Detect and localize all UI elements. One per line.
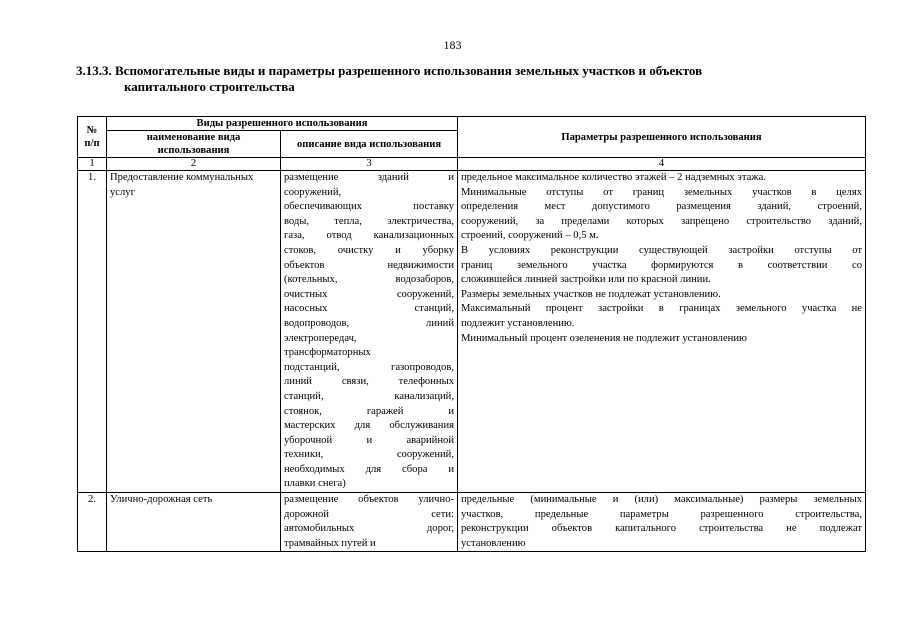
section-title [76, 63, 836, 95]
parameter-line: установлению [461, 537, 526, 549]
page-number: 183 [443, 38, 462, 52]
use-parameters [458, 171, 866, 493]
parameter-line: подлежит установлению. [461, 317, 575, 329]
header-params: Параметры разрешенного использования [458, 117, 866, 158]
description-line: газа, отвод канализационных [284, 230, 454, 242]
parameter-line: сложившейся линией застройки или по красной линии. [461, 274, 711, 286]
description-line: обеспечивающих поставку [284, 201, 454, 213]
description-line: трансформаторных [284, 347, 371, 359]
description-line: сооружений, [284, 186, 342, 198]
parameter-line: В условиях реконструкции существующей застройки отступы от [461, 244, 862, 256]
header-desc: описание вида использования [281, 131, 458, 158]
description-line: (котельных, водозаборов, [284, 274, 454, 286]
table-row [78, 493, 866, 552]
description-line: водопроводов, линий [284, 317, 454, 329]
table-row [78, 171, 866, 493]
header-name: наименование вида использования [107, 131, 281, 158]
description-line: автомобильных дорог, [284, 523, 454, 535]
column-number: 2 [107, 158, 281, 171]
row-number: 2. [78, 493, 107, 552]
description-line: объектов недвижимости [284, 259, 454, 271]
parameter-line: реконструкции объектов капитального строительства не подлежат [461, 523, 862, 535]
column-number: 4 [458, 158, 866, 171]
description-line: трамвайных путей и [284, 537, 376, 549]
description-line: размещение зданий и [284, 172, 454, 183]
description-line: линий связи, телефонных [284, 376, 454, 388]
column-number: 1 [78, 158, 107, 171]
description-line: плавки снега) [284, 478, 346, 490]
header-group: Виды разрешенного использования [107, 117, 458, 131]
parameter-line: предельное максимальное количество этажей – 2 надземных этажа. [461, 172, 766, 183]
use-description [281, 171, 458, 493]
row-number: 1. [78, 171, 107, 493]
description-line: дорожной сети: [284, 508, 454, 520]
permitted-use-table [77, 116, 866, 552]
parameter-line: участков, предельные параметры разрешенного строительства, [461, 508, 862, 520]
use-description [281, 493, 458, 552]
parameter-line: Минимальные отступы от границ земельных участков в целях [461, 186, 862, 198]
parameter-line: Размеры земельных участков не подлежат установлению. [461, 288, 721, 300]
parameter-line: сооружений, за пределами которых запрещено строительство зданий, [461, 215, 862, 227]
section-title-line1: 3.13.3. Вспомогательные виды и параметры разрешенного использования земельных участков и объектов [76, 63, 703, 78]
parameter-line: определения мест допустимого размещения зданий, строений, [461, 201, 862, 213]
description-line: очистных сооружений, [284, 288, 454, 300]
use-name: Предоставление коммунальных услуг [107, 171, 281, 493]
description-line: станций, канализаций, [284, 390, 454, 402]
description-line: насосных станций, [284, 303, 454, 315]
header-num: № п/п [78, 117, 107, 158]
column-number: 3 [281, 158, 458, 171]
parameter-line: строений, сооружений – 0,5 м. [461, 230, 599, 242]
parameter-line: границ земельного участка формируются в соответствии со [461, 259, 862, 271]
description-line: уборочной и аварийной [284, 434, 454, 446]
use-parameters [458, 493, 866, 552]
description-line: размещение объектов улично- [284, 494, 454, 506]
description-line: стоянок, гаражей и [284, 405, 454, 417]
section-title-line2: капитального строительства [124, 79, 295, 94]
description-line: мастерских для обслуживания [284, 420, 454, 432]
description-line: подстанций, газопроводов, [284, 361, 454, 373]
description-line: стоков, очистку и уборку [284, 244, 454, 256]
parameter-line: Максимальный процент застройки в границах земельного участка не [461, 303, 862, 315]
parameter-line: предельные (минимальные и (или) максимальные) размеры земельных [461, 494, 862, 506]
description-line: электропередач, [284, 332, 357, 344]
parameter-line: Минимальный процент озеленения не подлежит установлению [461, 332, 747, 344]
description-line: техники, сооружений, [284, 449, 454, 461]
use-name: Улично-дорожная сеть [107, 493, 281, 552]
description-line: необходимых для сбора и [284, 463, 454, 475]
description-line: воды, тепла, электричества, [284, 215, 454, 227]
